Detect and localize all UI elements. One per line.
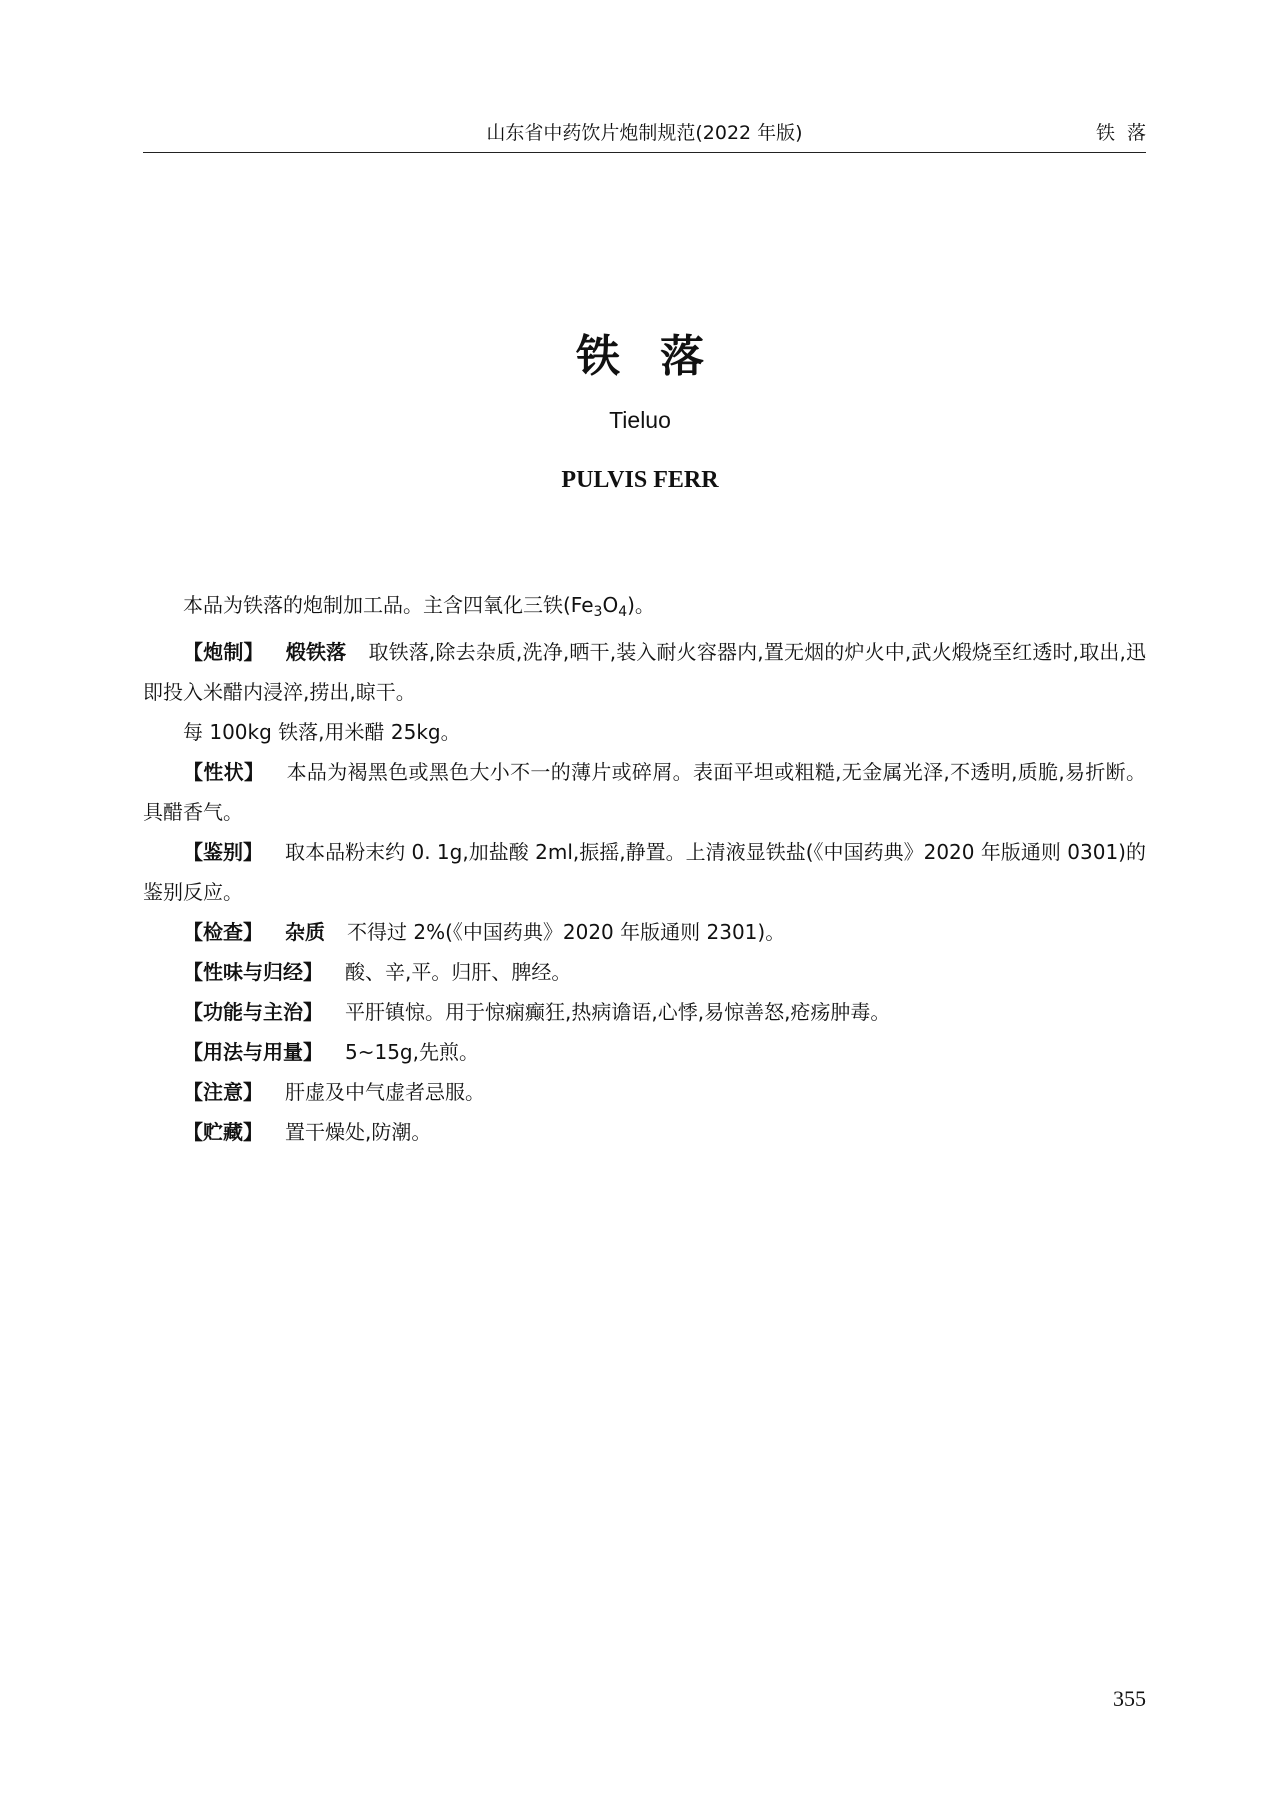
- running-header: [143, 116, 1158, 153]
- processing-method: 煅铁落: [285, 640, 347, 664]
- nature-label: 【性味与归经】: [183, 960, 323, 984]
- storage-text: 置干燥处,防潮。: [285, 1120, 432, 1144]
- examination-text: 不得过 2%(《中国药典》2020 年版通则 2301)。: [347, 920, 786, 944]
- page-number: 355: [1113, 1686, 1146, 1711]
- nature-paragraph: [143, 952, 1146, 992]
- monograph-title: 铁落: [576, 331, 744, 382]
- book-title: 山东省中药饮片炮制规范(2022 年版): [486, 122, 803, 144]
- function-paragraph: [143, 992, 1146, 1032]
- description-paragraph: [143, 752, 1146, 832]
- caution-label: 【注意】: [183, 1080, 263, 1104]
- monograph-pinyin: Tieluo: [609, 407, 671, 433]
- caution-paragraph: [143, 1072, 1146, 1112]
- intro-text: 本品为铁落的炮制加工品。主含四氧化三铁(Fe: [183, 593, 594, 617]
- formula-oxygen: O: [602, 593, 619, 617]
- description-label: 【性状】: [183, 760, 265, 784]
- examination-paragraph: [143, 912, 1146, 952]
- dosage-paragraph: [143, 1032, 1146, 1072]
- function-label: 【功能与主治】: [183, 1000, 323, 1024]
- formula-subscript: 4: [618, 604, 628, 620]
- intro-paragraph: [143, 585, 1146, 632]
- dosage-label: 【用法与用量】: [183, 1040, 323, 1064]
- examination-item: 杂质: [285, 920, 325, 944]
- identification-paragraph: [143, 832, 1146, 912]
- function-text: 平肝镇惊。用于惊痫癫狂,热病谵语,心悸,易惊善怒,疮疡肿毒。: [345, 1000, 891, 1024]
- monograph-latin-name: PULVIS FERR: [561, 467, 719, 493]
- processing-ratio: 每 100kg 铁落,用米醋 25kg。: [183, 720, 461, 744]
- nature-text: 酸、辛,平。归肝、脾经。: [345, 960, 572, 984]
- caution-text: 肝虚及中气虚者忌服。: [285, 1080, 485, 1104]
- identification-text: 取本品粉末约 0. 1g,加盐酸 2ml,振摇,静置。上清液显铁盐(《中国药典》2020 年版通则 0301)的鉴别反应。: [143, 840, 1147, 904]
- storage-paragraph: [143, 1112, 1146, 1152]
- formula-subscript: 3: [593, 604, 603, 620]
- monograph-body: [143, 585, 1146, 1152]
- examination-label: 【检查】: [183, 920, 263, 944]
- description-text: 本品为褐黑色或黑色大小不一的薄片或碎屑。表面平坦或粗糙,无金属光泽,不透明,质脆,易折断。具醋香气。: [143, 760, 1147, 824]
- processing-label: 【炮制】: [183, 640, 264, 664]
- processing-text: 取铁落,除去杂质,洗净,晒干,装入耐火容器内,置无烟的炉火中,武火煅烧至红透时,取出,迅即投入米醋内浸淬,捞出,晾干。: [143, 640, 1147, 704]
- intro-text-end: )。: [627, 593, 655, 617]
- processing-paragraph: [143, 632, 1146, 712]
- storage-label: 【贮藏】: [183, 1120, 263, 1144]
- section-title: 铁落: [1095, 122, 1158, 144]
- dosage-text: 5~15g,先煎。: [345, 1040, 479, 1064]
- identification-label: 【鉴别】: [183, 840, 264, 864]
